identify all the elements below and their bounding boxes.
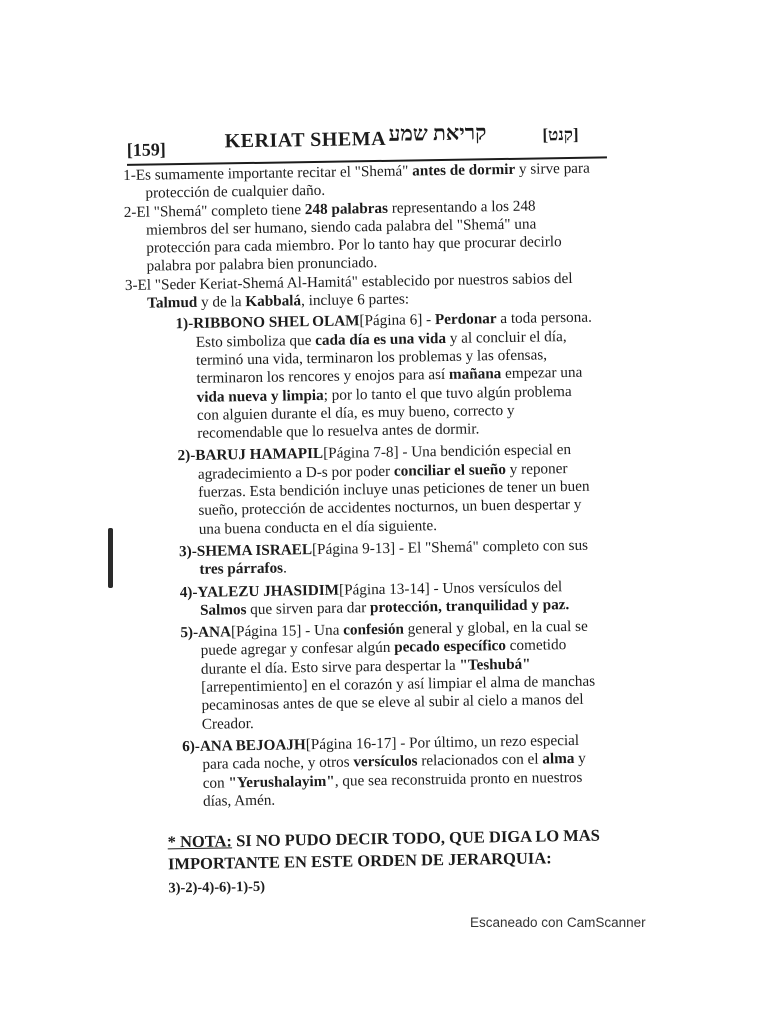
paragraph-3: [125, 269, 596, 313]
bold-span: protección, tranquilidad y paz.: [369, 595, 570, 617]
bold-span: cada día es una vida: [315, 329, 447, 349]
part-1: [175, 309, 597, 443]
text-span: .: [282, 559, 287, 577]
text-span: y sirve para protección de cualquier daño.: [145, 159, 590, 202]
page-header: [126, 118, 607, 166]
page-title: KERIAT SHEMA: [224, 127, 387, 153]
text-span: - Una bendición especial en agradecimiento a D-s por poder: [197, 441, 572, 483]
page-reference: [Página 16-17]: [305, 734, 397, 754]
text-span: -: [422, 311, 436, 329]
text-span: empezar una: [501, 364, 583, 383]
page-reference: [Página 13-14]: [338, 579, 430, 599]
bold-span: Talmud: [147, 293, 198, 312]
part-6: [182, 731, 603, 810]
bold-span: Kabbalá: [245, 292, 302, 311]
part-name: 6)-ANA BEJOAJH: [182, 736, 306, 756]
text-span: 1-Es sumamente importante recitar el "Shemá": [123, 162, 413, 184]
part-4: [179, 577, 601, 620]
part-5: [180, 617, 602, 734]
bold-span: "Teshubá": [459, 655, 531, 674]
text-span: a toda persona. Esto simboliza que: [195, 309, 592, 351]
text-span: y de la: [197, 293, 246, 311]
bold-span: mañana: [448, 365, 502, 384]
part-name: 2)-BARUJ HAMAPIL: [177, 445, 324, 465]
text-span: 2-El "Shemá" completo tiene: [123, 200, 305, 221]
bold-span: tres párrafos: [199, 559, 284, 579]
bold-span: alma: [542, 750, 575, 768]
bold-span: versículos: [353, 752, 418, 771]
priority-sequence: 3)-2)-4)-6)-1)-5): [168, 878, 266, 897]
note-label: * NOTA:: [167, 831, 233, 852]
hebrew-title: קריאת שמע: [388, 120, 487, 146]
page-reference: [Página 15]: [230, 622, 302, 641]
bold-span: confesión: [343, 620, 405, 639]
bold-span: Perdonar: [434, 310, 497, 329]
text-span: - Una: [301, 621, 344, 640]
page-body: [123, 160, 604, 900]
text-span: y con: [202, 750, 586, 792]
page-reference: [Página 7-8]: [322, 444, 399, 463]
bold-span: conciliar el sueño: [393, 460, 507, 480]
text-span: [arrepentimiento] en el corazón y así limpiar el alma de manchas pecaminosas antes de que se eleve al subir al cielo a manos del Creador.: [201, 672, 596, 733]
part-name: 5)-ANA: [180, 623, 232, 642]
part-name: 4)-YALEZU JHASIDIM: [179, 581, 340, 601]
note-text: SI NO PUDO DECIR TODO, QUE DIGA LO MAS IMPORTANTE EN ESTE ORDEN DE JERARQUIA:: [167, 825, 601, 874]
text-span: general y global, en la cual se puede agregar y confesar algún: [200, 617, 588, 660]
page-number: [159]: [126, 139, 166, 160]
bold-span: "Yerushalayim": [228, 772, 335, 791]
note-block: [167, 825, 604, 900]
hebrew-page-number: [קנט]: [542, 124, 579, 145]
page-reference: [Página 6]: [359, 311, 423, 330]
page-reference: [Página 9-13]: [311, 539, 396, 559]
text-span: cometido durante el día. Esto sirve para despertar la: [200, 636, 567, 678]
part-name: 1)-RIBBONO SHEL OLAM: [175, 312, 360, 333]
bold-span: 248 palabras: [304, 199, 389, 218]
text-span: - Por último, un rezo especial para cada noche, y otros: [202, 731, 580, 774]
text-span: - Unos versículos del: [429, 577, 563, 597]
text-span: ; por lo tanto el que tuvo algún problema con alguien durante el día, es muy bueno, correcto y recomendable que lo resuelva antes de dormir.: [196, 382, 572, 443]
bold-span: vida nueva y limpia: [196, 386, 324, 406]
part-3: [178, 536, 600, 580]
text-span: y al concluir el día, terminó una vida, terminaron los problemas y las ofensas, terminaron los rencores y enojos para así: [195, 327, 567, 388]
text-span: - El "Shemá" completo con sus: [394, 536, 589, 557]
text-span: representando a los 248 miembros del ser humano, siendo cada palabra del "Shemá" una protección para cada miembro. Por lo tanto hay que procurar decirlo palabra por palabra bien pronunciado.: [145, 197, 562, 276]
bold-span: antes de dormir: [412, 160, 516, 180]
text-span: , incluye 6 partes:: [300, 290, 410, 310]
text-span: y reponer fuerzas. Esta bendición incluye unas peticiones de tener un buen sueño, protección de accidentes nocturnos, un buen despertar y una buena conducta en el día siguiente.: [198, 459, 590, 538]
bold-span: pecado específico: [394, 637, 507, 657]
text-span: que sirven para dar: [246, 599, 371, 618]
text-span: relacionados con el: [417, 750, 543, 770]
text-span: 3-El "Seder Keriat-Shemá Al-Hamitá" establecido por nuestros sabios del: [124, 269, 573, 294]
paragraph-2: [124, 196, 595, 277]
bold-span: Salmos: [199, 600, 247, 619]
part-2: [177, 441, 598, 539]
scanner-watermark: Escaneado con CamScanner: [470, 915, 646, 930]
part-name: 3)-SHEMA ISRAEL: [178, 541, 313, 561]
text-span: , que sea reconstruida pronto en nuestros días, Amén.: [202, 768, 583, 810]
